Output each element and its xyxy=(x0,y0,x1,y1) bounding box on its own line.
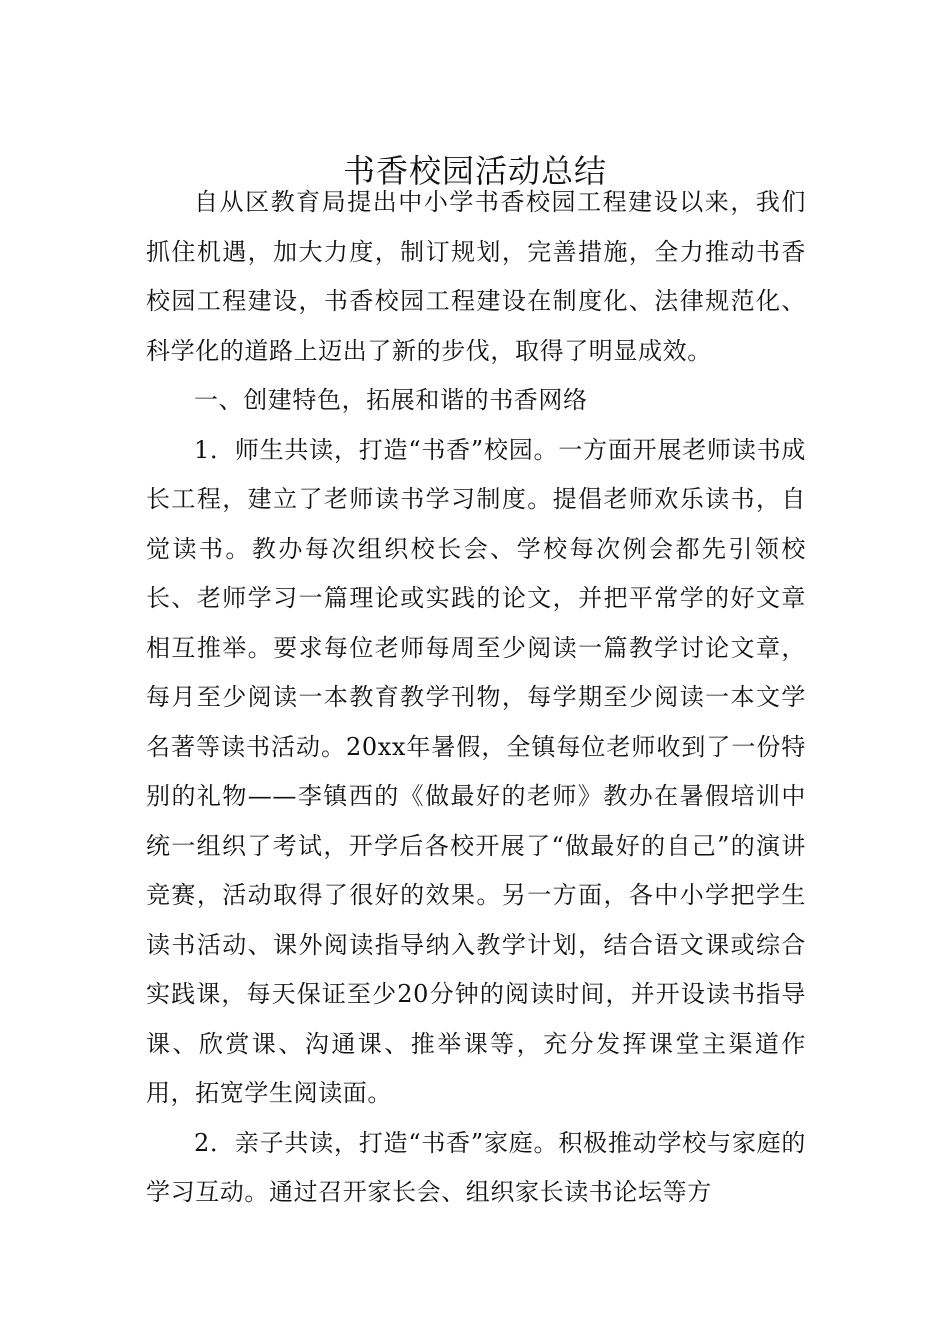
document-body xyxy=(146,178,806,1218)
paragraph-parent-child-reading: 2．亲子共读，打造“书香”家庭。积极推动学校与家庭的学习互动。通过召开家长会、组织家长读书论坛等方 xyxy=(146,1128,806,1206)
document-title: 书香校园活动总结 xyxy=(342,152,607,191)
paragraph-intro: 自从区教育局提出中小学书香校园工程建设以来，我们抓住机遇，加大力度，制订规划，完善措施，全力推动书香校园工程建设，书香校园工程建设在制度化、法律规范化、科学化的道路上迈出了新的步伐，取得了明显成效。 xyxy=(146,188,806,365)
section-heading-1: 一、创建特色，拓展和谐的书香网络 xyxy=(194,386,588,414)
paragraph-teacher-student-reading: 1．师生共读，打造“书香”校园。一方面开展老师读书成长工程，建立了老师读书学习制度。提倡老师欢乐读书，自觉读书。教办每次组织校长会、学校每次例会都先引领校长、老师学习一篇理论或实践的论文，并把平常学的好文章相互推举。要求每位老师每周至少阅读一篇教学讨论文章，每月至少阅读一本教育教学刊物，每学期至少阅读一本文学名著等读书活动。20xx年暑假，全镇每位老师收到了一份特别的礼物——李镇西的《做最好的老师》教办在暑假培训中统一组织了考试，开学后各校开展了“做最好的自己”的演讲竞赛，活动取得了很好的效果。另一方面，各中小学把学生读书活动、课外阅读指导纳入教学计划，结合语文课或综合实践课，每天保证至少20分钟的阅读时间，并开设读书指导课、欣赏课、沟通课、推举课等，充分发挥课堂主渠道作用，拓宽学生阅读面。 xyxy=(146,435,806,1107)
